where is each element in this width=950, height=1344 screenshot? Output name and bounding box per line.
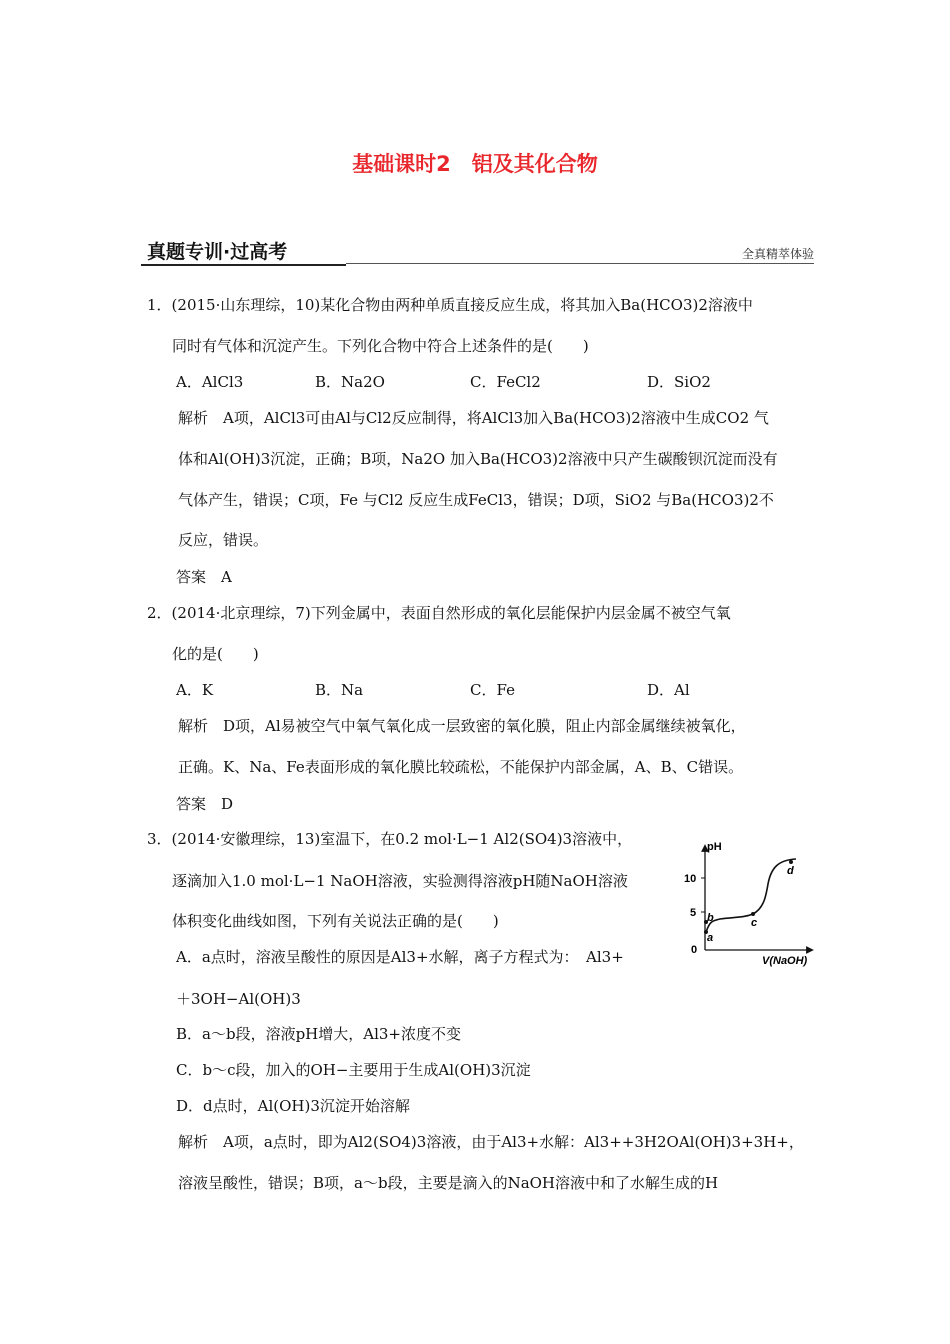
q3-option-b: B．a～b段，溶液pH增大，Al3+浓度不变 — [176, 1025, 461, 1043]
q1-analysis-line1: 解析 A项，AlCl3可由Al与Cl2反应制得，将AlCl3加入Ba(HCO3)2溶液中生成CO2 气 — [178, 409, 769, 427]
q1-analysis-line2: 体和Al(OH)3沉淀，正确；B项，Na2O 加入Ba(HCO3)2溶液中只产生碳酸钡沉淀而没有 — [178, 450, 778, 468]
section-tag: 全真精萃体验 — [741, 247, 814, 261]
titration-graph — [678, 838, 818, 970]
graph-label-d: d — [787, 865, 794, 877]
q3-stem-line2: 逐滴加入1.0 mol·L−1 NaOH溶液，实验测得溶液pH随NaOH溶液 — [172, 872, 628, 890]
section-title: 真题专训·过高考 — [147, 241, 288, 263]
q3-option-a-line2: ＋3OH−Al(OH)3 — [176, 990, 301, 1008]
q3-option-d: D．d点时，Al(OH)3沉淀开始溶解 — [176, 1097, 410, 1115]
q1-option-c: C．FeCl2 — [470, 373, 541, 391]
q3-option-c: C．b～c段，加入的OH−主要用于生成Al(OH)3沉淀 — [176, 1061, 531, 1079]
q2-analysis-line2: 正确。K、Na、Fe表面形成的氧化膜比较疏松，不能保护内部金属，A、B、C错误。 — [178, 758, 744, 776]
q2-option-d: D．Al — [647, 681, 690, 699]
q2-option-b: B．Na — [315, 681, 364, 699]
graph-label-b: b — [707, 912, 714, 924]
q3-analysis-line1: 解析 A项，a点时，即为Al2(SO4)3溶液，由于Al3+水解：Al3++3H2OAl(OH)3+3H+， — [178, 1133, 804, 1151]
q1-option-d: D．SiO2 — [647, 373, 711, 391]
q3-option-a-line1: A．a点时，溶液呈酸性的原因是Al3+水解，离子方程式为： Al3+ — [176, 948, 624, 966]
graph-x-label: V(NaOH) — [762, 955, 808, 967]
q2-analysis-line1: 解析 D项，Al易被空气中氧气氧化成一层致密的氧化膜，阻止内部金属继续被氧化， — [178, 717, 746, 735]
q1-analysis-line4: 反应，错误。 — [178, 531, 269, 549]
q2-stem-line1: 2．(2014·北京理综，7)下列金属中，表面自然形成的氧化层能保护内层金属不被空气氧 — [147, 604, 731, 622]
graph-ytick-5: 5 — [690, 907, 697, 919]
q1-analysis-line3: 气体产生，错误；C项，Fe 与Cl2 反应生成FeCl3，错误；D项，SiO2 与Ba(HCO3)2不 — [178, 491, 774, 509]
graph-ytick-10: 10 — [684, 873, 697, 885]
page-title: 基础课时2 铝及其化合物 — [352, 152, 598, 176]
q1-option-b: B．Na2O — [315, 373, 385, 391]
graph-ytick-0: 0 — [691, 944, 698, 956]
q2-option-a: A．K — [176, 681, 214, 699]
graph-point-c — [751, 912, 755, 916]
graph-point-d — [789, 860, 793, 864]
section-rule-thin — [346, 263, 814, 264]
q1-stem-line1: 1．(2015·山东理综，10)某化合物由两种单质直接反应生成，将其加入Ba(HCO3)2溶液中 — [147, 296, 753, 314]
q3-analysis-line2: 溶液呈酸性，错误；B项，a～b段，主要是滴入的NaOH溶液中和了水解生成的H — [178, 1174, 719, 1192]
q2-option-c: C．Fe — [470, 681, 515, 699]
section-rule-thick — [141, 264, 346, 266]
q1-option-a: A．AlCl3 — [176, 373, 244, 391]
q3-stem-line3: 体积变化曲线如图，下列有关说法正确的是( ) — [172, 912, 499, 930]
graph-label-a: a — [707, 932, 714, 944]
q2-answer: 答案 D — [176, 795, 234, 813]
q2-stem-line2: 化的是( ) — [172, 645, 259, 663]
q3-stem-line1: 3．(2014·安徽理综，13)室温下，在0.2 mol·L−1 Al2(SO4)3溶液中， — [147, 830, 633, 848]
q1-stem-line2: 同时有气体和沉淀产生。下列化合物中符合上述条件的是( ) — [172, 337, 589, 355]
graph-label-c: c — [751, 917, 758, 929]
q1-answer: 答案 A — [176, 568, 232, 586]
graph-y-label: pH — [707, 841, 722, 853]
